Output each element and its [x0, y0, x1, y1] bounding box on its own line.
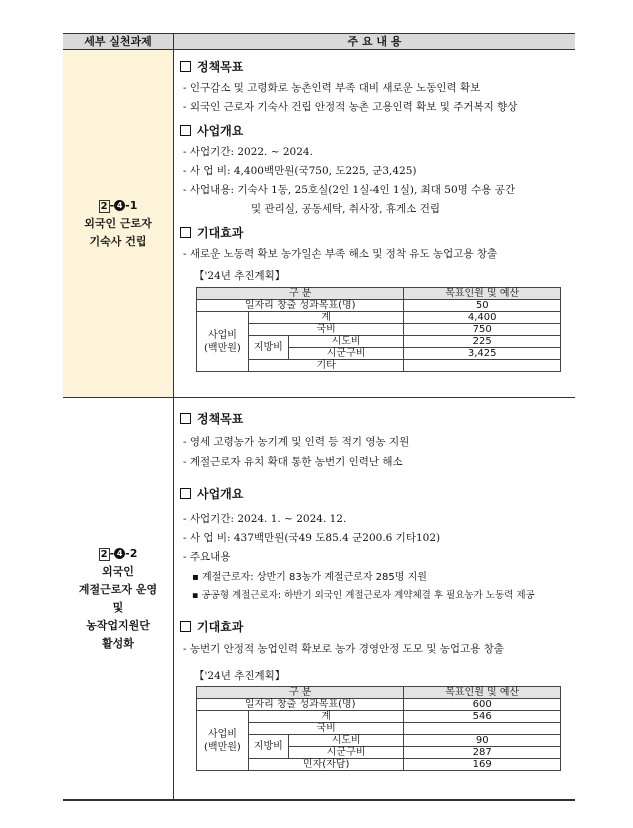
task1-policy-bullet: - 외국인 근로자 기숙사 건립 안정적 농촌 고용인력 확보 및 주거복지 향상 [183, 101, 518, 113]
budget-label: 사업비 (백만원) [197, 312, 249, 372]
job-value: 600 [404, 699, 561, 711]
task2-plan-table [196, 686, 561, 771]
other-label: 민자(자담) [248, 759, 404, 771]
header-content-column: 주 요 내 용 [174, 34, 575, 49]
total-value: 4,400 [404, 312, 561, 324]
task2-plan-title: 【'24년 추진계획】 [194, 670, 286, 682]
task2-code: 2 - 4 -2 [100, 547, 138, 560]
task1-plan-table [196, 287, 561, 372]
task2-budget: - 사 업 비: 437백만원(국49 도85.4 군200.6 기타102) [183, 532, 441, 544]
task1-code: 2 - 4 -1 [100, 199, 138, 212]
national-label: 국비 [248, 324, 404, 336]
task2-policy-bullet: - 영세 고령농가 농기계 및 인력 등 적기 영농 지원 [183, 436, 410, 448]
task1-effect-bullet: - 새로운 노동력 확보 농가일손 부족 해소 및 정착 유도 농업고용 창출 [183, 248, 498, 260]
task2-title-line1: 외국인 [102, 565, 134, 578]
task2-title-line2: 계절근로자 운영 [78, 583, 158, 596]
task2-overview-title: 사업개요 [180, 485, 243, 502]
task2-effect-title: 기대효과 [180, 618, 243, 635]
table-bottom-border [63, 799, 575, 801]
task1-content: - 사업내용: 기숙사 1동, 25호실(2인 1실-4인 1실), 최대 50명 수용 공간 [183, 184, 516, 196]
row-divider [63, 397, 575, 398]
job-value: 50 [404, 300, 561, 312]
table-header: 구 분 [197, 288, 404, 300]
task1-policy-bullet: - 인구감소 및 고령화로 농촌인력 부족 대비 새로운 노동인력 확보 [183, 82, 481, 94]
national-value [404, 723, 561, 735]
county-value: 3,425 [404, 348, 561, 360]
task1-overview-title: 사업개요 [180, 122, 243, 139]
task2-content-item: ▪ 계절근로자: 상반기 83농가 계절근로자 285명 지원 [192, 572, 427, 583]
task2-title-line5: 활성화 [102, 637, 134, 650]
total-value: 546 [404, 711, 561, 723]
table-header: 구 분 [197, 687, 404, 699]
table-header: 목표인원 및 예산 [404, 288, 561, 300]
task2-title-line3: 및 [112, 601, 124, 614]
task1-budget: - 사 업 비: 4,400백만원(국750, 도225, 군3,425) [183, 165, 417, 177]
national-value: 750 [404, 324, 561, 336]
other-label: 기타 [248, 360, 404, 372]
task1-period: - 사업기간: 2022. ~ 2024. [183, 146, 313, 158]
other-value: 169 [404, 759, 561, 771]
job-label: 일자리 창출 성과목표(명) [197, 300, 404, 312]
local-label: 지방비 [248, 336, 288, 360]
province-value: 90 [404, 735, 561, 747]
task1-title-line1: 외국인 근로자 [84, 217, 152, 230]
task1-title-line2: 기숙사 건립 [89, 235, 147, 248]
table-header: 목표인원 및 예산 [404, 687, 561, 699]
total-label: 계 [248, 312, 404, 324]
other-value [404, 360, 561, 372]
local-label: 지방비 [248, 735, 288, 759]
task2-policy-title: 정책목표 [180, 410, 243, 427]
task2-period: - 사업기간: 2024. 1. ~ 2024. 12. [183, 513, 347, 525]
county-label: 시군구비 [288, 348, 404, 360]
task2-title-line4: 농작업지원단 [86, 619, 150, 632]
county-label: 시군구비 [288, 747, 404, 759]
national-label: 국비 [248, 723, 404, 735]
task1-plan-title: 【'24년 추진계획】 [194, 270, 286, 282]
budget-label: 사업비 (백만원) [197, 711, 249, 771]
task2-effect-bullet: - 농번기 안정적 농업인력 확보로 농가 경영안정 도모 및 농업고용 창출 [183, 643, 504, 655]
total-label: 계 [248, 711, 404, 723]
column-divider [173, 34, 174, 800]
province-label: 시도비 [288, 735, 404, 747]
task2-content-item: ▪ 공공형 계절근로자: 하반기 외국인 계절근로자 계약체결 후 필요농가 노동력 제공 [192, 590, 535, 601]
county-value: 287 [404, 747, 561, 759]
job-label: 일자리 창출 성과목표(명) [197, 699, 404, 711]
task1-content-cont: 및 관리실, 공동세탁, 취사장, 휴게소 건립 [251, 203, 440, 215]
header-task-column: 세부 실천과제 [63, 34, 173, 49]
province-label: 시도비 [288, 336, 404, 348]
task1-effect-title: 기대효과 [180, 224, 243, 241]
task2-content: - 주요내용 [183, 551, 231, 563]
task1-policy-title: 정책목표 [180, 58, 243, 75]
task2-policy-bullet: - 계절근로자 유치 확대 통한 농번기 인력난 해소 [183, 456, 403, 468]
province-value: 225 [404, 336, 561, 348]
